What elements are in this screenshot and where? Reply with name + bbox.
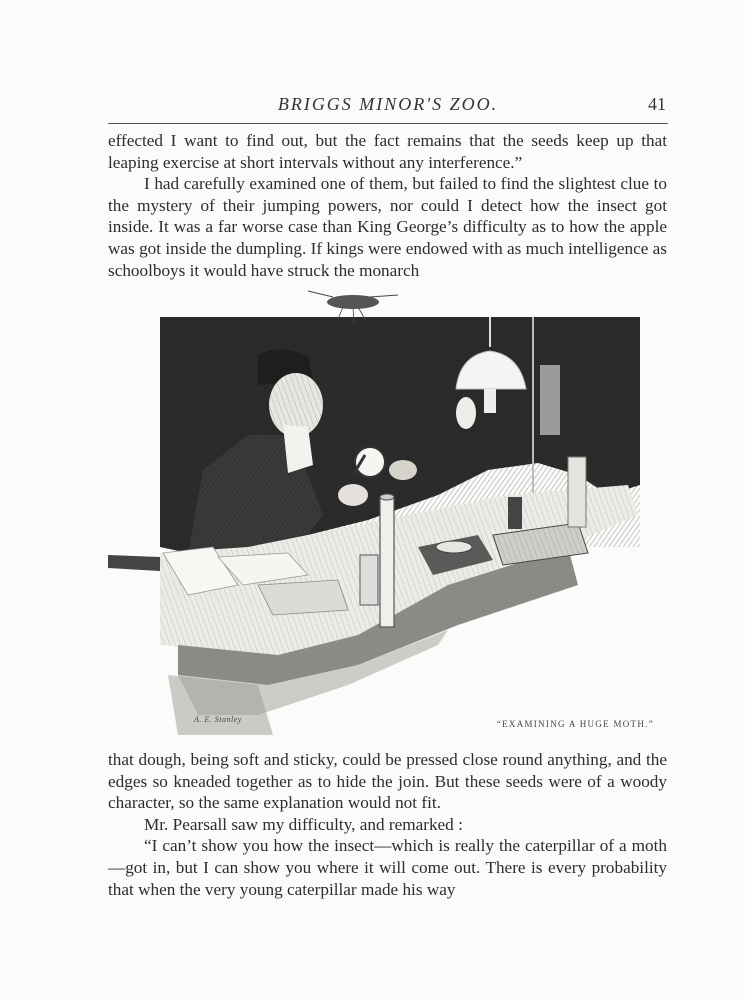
artist-signature: A. E. Stanley	[194, 715, 242, 724]
running-title: BRIGGS MINOR'S ZOO.	[277, 94, 499, 114]
paragraph: Mr. Pearsall saw my difficulty, and remarked :	[144, 814, 463, 834]
paragraph: effected I want to find out, but the fact remains that the seeds keep up that leaping exercise at short intervals without any interference.”	[108, 131, 667, 172]
figure-caption: “EXAMINING A HUGE MOTH.”	[496, 719, 654, 729]
body-text-bottom	[108, 749, 667, 900]
page-header	[108, 90, 668, 126]
paragraph: that dough, being soft and sticky, could be pressed close round anything, and the edges so kneaded together as to hide the join. But these seeds were of a woody character, so the same explanation would not fit.	[108, 750, 667, 813]
paragraph: I had carefully examined one of them, but failed to find the slightest clue to the mystery of their jumping powers, nor could I detect how the insect got inside. It was a far worse case than King George’s difficulty as to how the apple was got inside the dumpling. If kings were endowed with as much intelligence as schoolboys it would have struck the monarch	[108, 174, 667, 280]
engraving-illustration	[108, 285, 668, 745]
illustration	[108, 285, 668, 745]
paragraph: “I can’t show you how the insect—which is really the caterpillar of a moth—got in, but I can show you where it will come out. There is every probability that when the very young caterpillar made his way	[108, 836, 667, 899]
body-text-top	[108, 130, 667, 281]
page-number: 41	[648, 94, 666, 114]
header-rule	[108, 123, 668, 124]
